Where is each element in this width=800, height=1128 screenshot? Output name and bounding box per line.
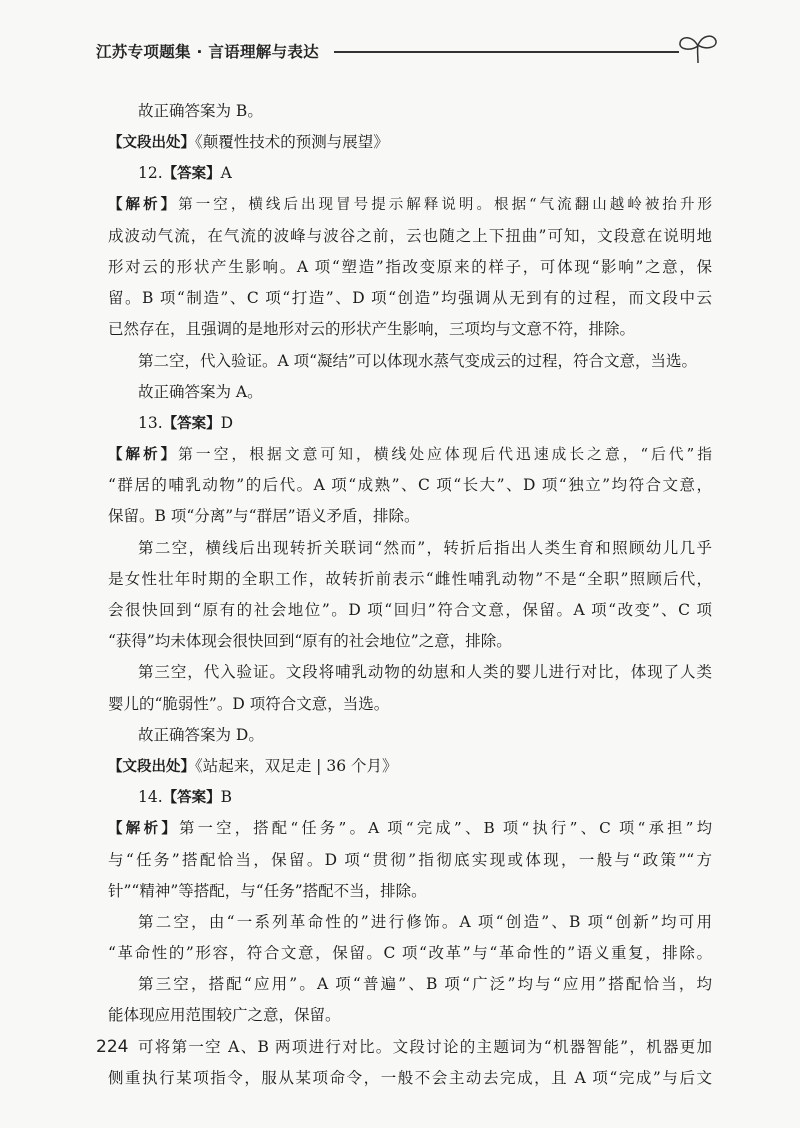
body-line: 第二空，代入验证。A 项“凝结”可以体现水蒸气变成云的过程，符合文意，当选。: [138, 351, 697, 370]
body-line: 可将第一空 A、B 两项进行对比。文段讨论的主题词为“机器智能”，机器更加: [138, 1037, 712, 1056]
body-line: “群居的哺乳动物”的后代。A 项“成熟”、C 项“长大”、D 项“独立”均符合文意，: [108, 476, 712, 495]
page-number: 224: [96, 1037, 129, 1057]
body-line: 与“任务”搭配恰当，保留。D 项“贯彻”指彻底实现或体现，一般与“政策”“方: [108, 850, 712, 869]
answer-line: 12.【答案】A: [138, 164, 232, 183]
page-body: [108, 96, 712, 1094]
label-source: 【文段出处】: [108, 758, 195, 775]
label-analysis: 【解析】: [108, 821, 180, 838]
question-number: 14.: [138, 788, 163, 807]
body-line: 故正确答案为 B。: [138, 102, 263, 120]
label-answer: 【答案】: [162, 790, 221, 807]
body-line: 第三空，搭配“应用”。A 项“普遍”、B 项“广泛”均与“应用”搭配恰当，均: [138, 975, 712, 994]
body-line: 形对云的形状产生影响。A 项“塑造”指改变原来的样子，可体现“影响”之意，保: [108, 257, 712, 276]
body-line: 第二空，由“一系列革命性的”进行修饰。A 项“创造”、B 项“创新”均可用: [138, 912, 712, 931]
body-line: 故正确答案为 D。: [138, 725, 264, 744]
question-number: 12.: [138, 164, 163, 183]
body-line: 故正确答案为 A。: [138, 382, 263, 401]
body-line: 已然存在，且强调的是地形对云的形状产生影响，三项均与文意不符，排除。: [108, 320, 636, 339]
source-line: 【文段出处】《颠覆性技术的预测与展望》: [108, 133, 389, 152]
answer-line: 14.【答案】B: [138, 788, 233, 807]
body-line: “获得”均未体现会很快回到“原有的社会地位”之意，排除。: [108, 632, 512, 651]
label-source: 【文段出处】: [108, 135, 195, 152]
body-line: 成波动气流，在气流的波峰与波谷之前，云也随之上下扭曲”可知，文段意在说明地: [108, 226, 712, 245]
body-line: 会很快回到“原有的社会地位”。D 项“回归”符合文意，保留。A 项“改变”、C 项: [108, 601, 712, 619]
source-line: 【文段出处】《站起来，双足走 | 36 个月》: [108, 756, 398, 775]
label-analysis: 【解析】: [108, 447, 179, 464]
label-answer: 【答案】: [162, 166, 221, 183]
label-answer: 【答案】: [162, 415, 221, 432]
header-title: 江苏专项题集 · 言语理解与表达: [96, 43, 319, 61]
answer-line: 13.【答案】D: [138, 413, 234, 432]
body-line: 针”“精神”等搭配，与“任务”搭配不当，排除。: [108, 881, 427, 900]
body-line: 【解析】第一空，搭配“任务”。A 项“完成”、B 项“执行”、C 项“承担”均: [108, 819, 712, 838]
body-line: 侧重执行某项指令，服从某项命令，一般不会主动去完成，且 A 项“完成”与后文: [108, 1068, 712, 1087]
body-line: 婴儿的“脆弱性”。D 项符合文意，当选。: [108, 694, 390, 713]
body-line: 保留。B 项“分离”与“群居”语义矛盾，排除。: [108, 507, 420, 526]
body-line: “革命性的”形容，符合文意，保留。C 项“改革”与“革命性的”语义重复，排除。: [108, 944, 712, 963]
header-rule: [334, 51, 679, 53]
body-line: 留。B 项“制造”、C 项“打造”、D 项“创造”均强调从无到有的过程，而文段中云: [108, 289, 712, 308]
body-line: 能体现应用范围较广之意，保留。: [108, 1006, 341, 1025]
body-line: 【解析】第一空，横线后出现冒号提示解释说明。根据“气流翻山越岭被抬升形: [108, 196, 712, 213]
question-number: 13.: [138, 413, 163, 432]
label-analysis: 【解析】: [108, 196, 179, 213]
body-line: 是女性壮年时期的全职工作，故转折前表示“雌性哺乳动物”不是“全职”照顾后代，: [108, 569, 712, 588]
body-line: 第二空，横线后出现转折关联词“然而”，转折后指出人类生育和照顾幼儿几乎: [138, 538, 712, 557]
body-line: 第三空，代入验证。文段将哺乳动物的幼崽和人类的婴儿进行对比，体现了人类: [138, 663, 712, 682]
page-header: [96, 28, 736, 68]
sprout-icon: [678, 30, 718, 64]
body-line: 【解析】第一空，根据文意可知，横线处应体现后代迅速成长之意，“后代”指: [108, 446, 712, 464]
